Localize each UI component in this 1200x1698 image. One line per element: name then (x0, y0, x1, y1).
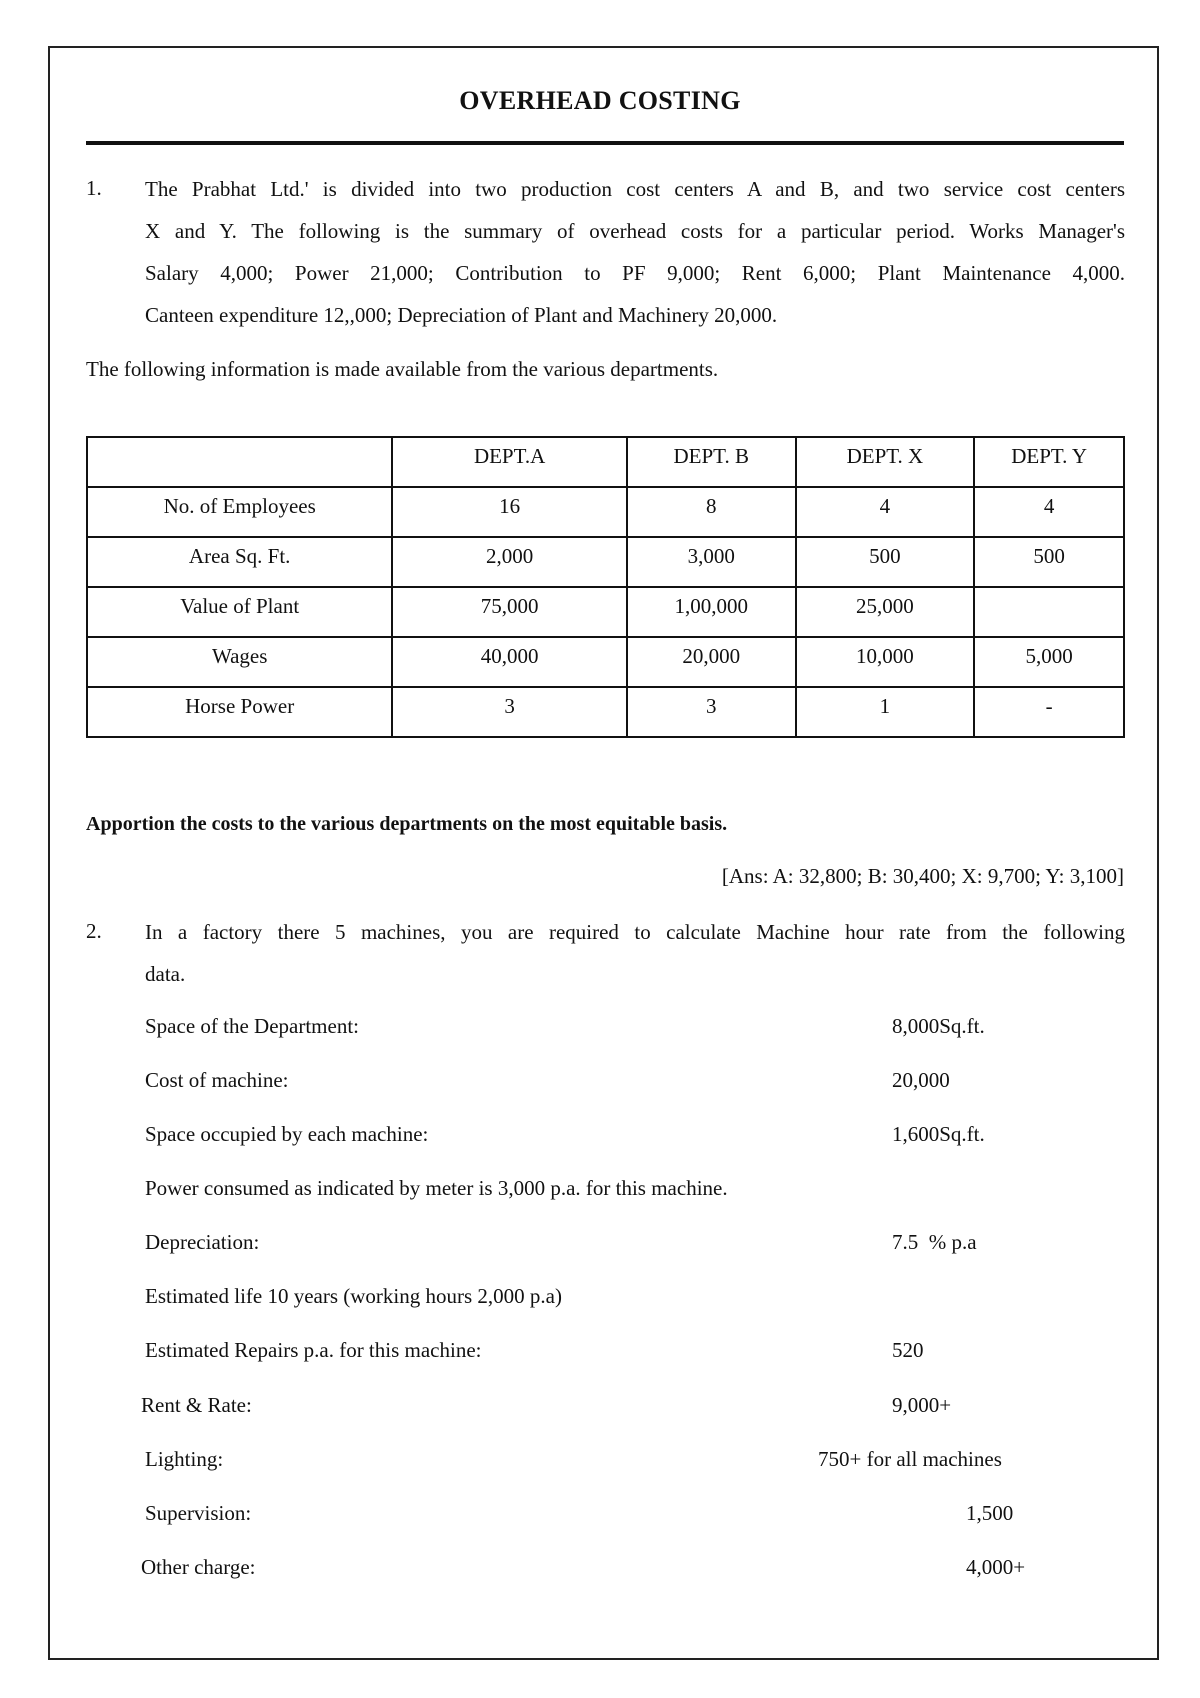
question-2-line: In a factory there 5 machines, you are required to calculate Machine hour rate from the following (145, 920, 1125, 944)
table-cell: 1,00,000 (627, 587, 796, 637)
department-table (86, 436, 1125, 738)
item-label: Rent & Rate: (141, 1393, 252, 1417)
table-cell: 75,000 (392, 587, 627, 637)
table-cell: Horse Power (87, 687, 392, 737)
table-cell: 20,000 (627, 637, 796, 687)
question-1-number: 1. (86, 176, 102, 200)
table-cell: 4 (974, 487, 1124, 537)
table-cell: 40,000 (392, 637, 627, 687)
page-title: OVERHEAD COSTING (459, 86, 741, 115)
item-label: Depreciation: (145, 1230, 260, 1254)
item-value: 9,000+ (892, 1393, 952, 1417)
question-2-text (145, 911, 1125, 995)
table-row (87, 487, 1124, 537)
table-header-cell: DEPT.A (392, 437, 627, 487)
item-value: 20,000 (892, 1068, 950, 1092)
table-header-cell: DEPT. Y (974, 437, 1124, 487)
table-cell: Value of Plant (87, 587, 392, 637)
question-1-line: Salary 4,000; Power 21,000; Contribution to PF 9,000; Rent 6,000; Plant Maintenance 4,000. (145, 261, 1125, 285)
question-1-line: The Prabhat Ltd.' is divided into two production cost centers A and B, and two service cost centers (145, 177, 1125, 201)
table-row (87, 587, 1124, 637)
item-value: 750+ for all machines (818, 1447, 1002, 1471)
table-cell: 4 (796, 487, 975, 537)
table-cell: Wages (87, 637, 392, 687)
item-value: 1,600Sq.ft. (892, 1122, 985, 1146)
table-cell: 5,000 (974, 637, 1124, 687)
item-label: Estimated Repairs p.a. for this machine: (145, 1338, 482, 1362)
table-header-cell (87, 437, 392, 487)
item-value: 8,000Sq.ft. (892, 1014, 985, 1038)
table-cell: 1 (796, 687, 975, 737)
question-2-number: 2. (86, 919, 102, 943)
item-label: Estimated life 10 years (working hours 2,000 p.a) (145, 1284, 562, 1308)
question-1-text (145, 168, 1125, 336)
answer-text: [Ans: A: 32,800; B: 30,400; X: 9,700; Y: 3,100] (721, 864, 1124, 888)
table-cell: 500 (974, 537, 1124, 587)
info-line: The following information is made available from the various departments. (86, 357, 719, 381)
item-value: 4,000+ (966, 1555, 1026, 1579)
table-cell: 16 (392, 487, 627, 537)
item-label: Space of the Department: (145, 1014, 359, 1038)
table-cell (974, 587, 1124, 637)
item-label: Cost of machine: (145, 1068, 289, 1092)
question-1-line: Canteen expenditure 12,,000; Depreciation of Plant and Machinery 20,000. (145, 303, 778, 327)
table-cell: Area Sq. Ft. (87, 537, 392, 587)
table-cell: 3 (627, 687, 796, 737)
item-label: Space occupied by each machine: (145, 1122, 429, 1146)
table-row (87, 687, 1124, 737)
item-value: 520 (892, 1338, 924, 1362)
item-value: 1,500 (966, 1501, 1014, 1525)
item-label: Supervision: (145, 1501, 252, 1525)
table-row (87, 637, 1124, 687)
title-divider (86, 141, 1124, 145)
table-cell: 25,000 (796, 587, 975, 637)
table-cell: 3,000 (627, 537, 796, 587)
table-cell: 3 (392, 687, 627, 737)
item-value: 7.5 % p.a (892, 1230, 977, 1254)
table-header-cell: DEPT. B (627, 437, 796, 487)
question-1-line: X and Y. The following is the summary of overhead costs for a particular period. Works Manager's (145, 219, 1125, 243)
item-label: Other charge: (141, 1555, 256, 1579)
table-cell: 10,000 (796, 637, 975, 687)
table-row (87, 537, 1124, 587)
instruction-text: Apportion the costs to the various departments on the most equitable basis. (86, 813, 728, 835)
table-cell: - (974, 687, 1124, 737)
table-header-row (87, 437, 1124, 487)
question-2-line: data. (145, 962, 186, 986)
table-header-cell: DEPT. X (796, 437, 975, 487)
table-cell: 2,000 (392, 537, 627, 587)
table-cell: No. of Employees (87, 487, 392, 537)
table-cell: 500 (796, 537, 975, 587)
table-cell: 8 (627, 487, 796, 537)
item-label: Power consumed as indicated by meter is 3,000 p.a. for this machine. (145, 1176, 728, 1200)
item-label: Lighting: (145, 1447, 224, 1471)
